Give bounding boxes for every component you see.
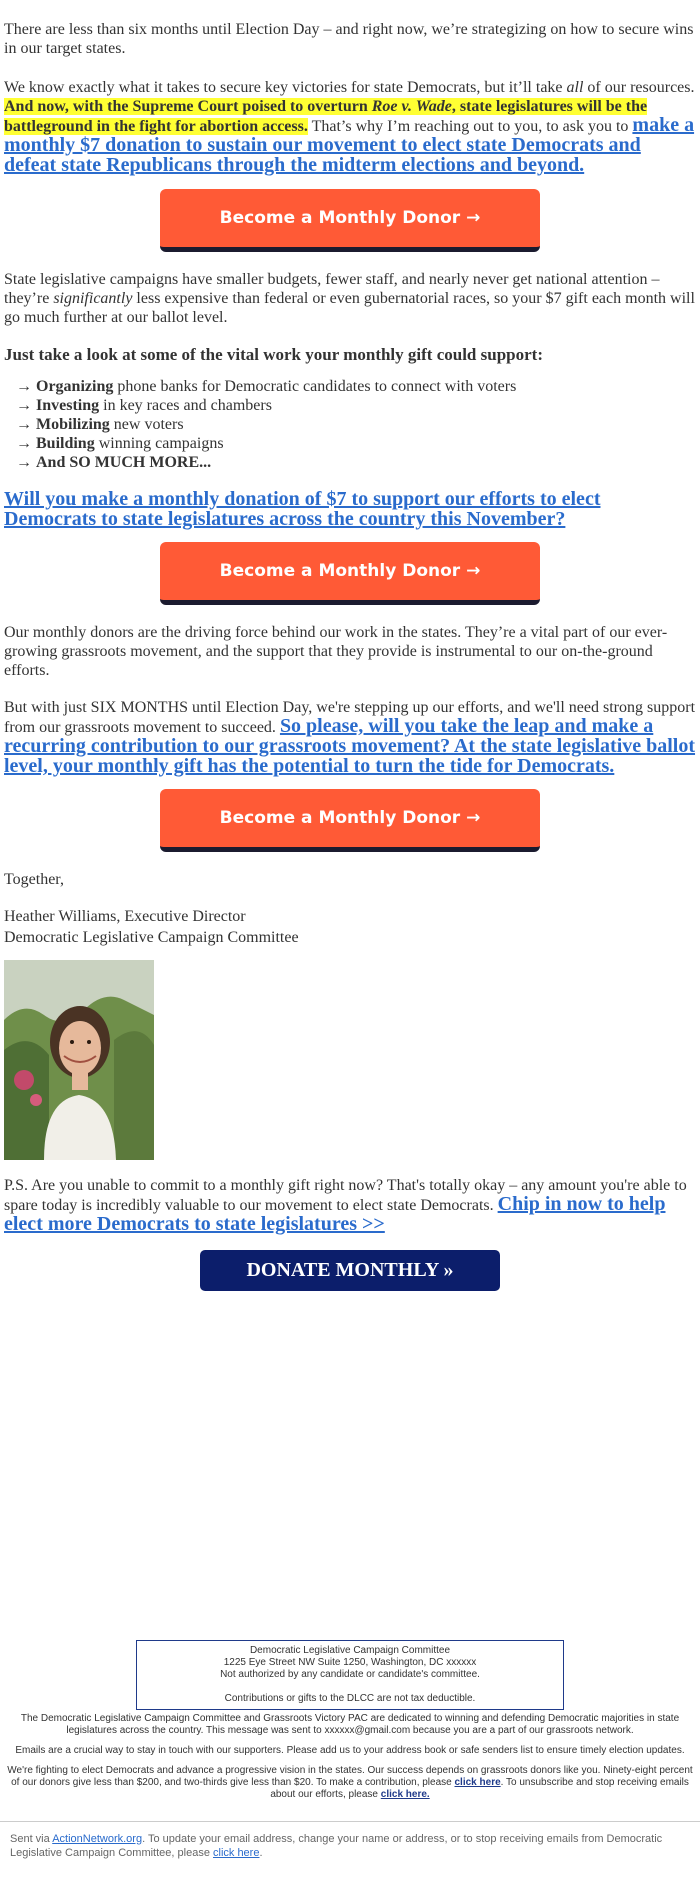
ask-donation-link[interactable]: Will you make a monthly donation of $7 to support our efforts to elect Democrats to state legislatures across the country this November?	[4, 488, 601, 530]
list-item	[16, 453, 696, 472]
monthly-donation-link[interactable]: make a monthly $7 donation to sustain our movement to elect state Democrats and defeat state Republicans through the midterm elections and beyond.	[4, 114, 695, 176]
contribute-click-here-link[interactable]: click here	[454, 1777, 501, 1788]
arrow: →	[16, 378, 36, 395]
footer-address: 1225 Eye Street NW Suite 1250, Washington, DC xxxxxx	[223, 1657, 477, 1668]
text-span: , state legislatures will be the battleground in the fight for abortion access.	[4, 98, 648, 135]
update-click-here-link[interactable]: click here	[213, 1847, 260, 1859]
list-item	[16, 415, 696, 434]
text-span: And now, with the Supreme Court poised to overturn	[4, 98, 372, 115]
footer-fighting-note	[6, 1765, 694, 1801]
text-span: less expensive than federal or even gubernatorial races, so your $7 gift each month will go much further at our ballot level.	[4, 290, 695, 326]
arrow: →	[16, 454, 36, 471]
text-span: .	[259, 1847, 263, 1859]
become-monthly-donor-button-3[interactable]: Become a Monthly Donor →	[160, 789, 540, 852]
intro-paragraph: There are less than six months until Election Day – and right now, we’re strategizing on how to secure wins in our target states.	[4, 21, 694, 57]
arrow: →	[16, 435, 36, 452]
list-item	[16, 396, 696, 415]
list-item-bold: And SO MUCH MORE...	[36, 454, 212, 471]
emphasis-significantly: significantly	[53, 290, 133, 307]
list-item-text: winning campaigns	[94, 435, 224, 452]
footer-dedication: The Democratic Legislative Campaign Committee and Grassroots Victory PAC are dedicated to winning and defending Democratic majorities in state legislatures across the country. This message was sent to xxxxxx@gmail.com because you are a part of our grassroots network.	[20, 1713, 680, 1736]
emphasis-roe: Roe v. Wade	[371, 98, 452, 115]
donate-monthly-button[interactable]: DONATE MONTHLY »	[200, 1250, 500, 1291]
text-span: . To unsubscribe and stop receiving emails about our efforts, please	[270, 1777, 689, 1800]
footer-authorization: Not authorized by any candidate or candidate's committee.	[220, 1669, 480, 1680]
button-row	[4, 789, 696, 852]
arrow: →	[16, 416, 36, 433]
list-item-text: phone banks for Democratic candidates to connect with voters	[113, 378, 517, 395]
signer-name: Heather Williams, Executive Director	[4, 908, 246, 925]
text-span: P.S. Are you unable to commit to a monthly gift right now? That's totally okay – any amount you're able to spare today is incredibly valuable to our movement to elect state Democrats.	[4, 1177, 687, 1214]
emphasis-all: all	[566, 79, 584, 96]
campaigns-paragraph	[4, 270, 696, 327]
footer-org-name: Democratic Legislative Campaign Committee	[249, 1645, 451, 1656]
footer-tax-note: Contributions or gifts to the DLCC are not tax deductible.	[224, 1693, 476, 1704]
ask-paragraph	[4, 490, 696, 530]
photo-wrap	[4, 960, 696, 1160]
recurring-contribution-link[interactable]: So please, will you take the leap and make a recurring contribution to our grassroots movement? At the state legislative ballot level, your monthly gift has the potential to turn the tide for Democrats.	[4, 715, 696, 777]
actionnetwork-link[interactable]: ActionNetwork.org	[52, 1833, 143, 1845]
text-span: Sent via	[10, 1833, 53, 1845]
email-body	[0, 20, 700, 1291]
six-months-paragraph	[4, 698, 696, 777]
signer-org: Democratic Legislative Campaign Committee	[4, 929, 299, 946]
text-span: . To update your email address, change your name or address, or to stop receiving emails from Democratic Legislative Campaign Committee, please	[10, 1833, 663, 1859]
unsubscribe-click-here-link[interactable]: click here.	[380, 1789, 430, 1800]
button-row	[4, 542, 696, 605]
list-item-text: in key races and chambers	[99, 397, 272, 414]
support-list	[16, 377, 696, 472]
text-span: That’s why I’m reaching out to you, to ask you to	[307, 118, 633, 135]
list-item-bold: Organizing	[36, 378, 114, 395]
ps-paragraph	[4, 1176, 696, 1235]
footer-address-box	[136, 1640, 564, 1710]
button-row	[4, 1250, 696, 1291]
list-item	[16, 434, 696, 453]
become-monthly-donor-button-1[interactable]: Become a Monthly Donor →	[160, 189, 540, 252]
list-item-bold: Mobilizing	[36, 416, 110, 433]
signer-photo	[4, 960, 154, 1160]
footer	[0, 1640, 700, 1801]
footer-emails-note: Emails are a crucial way to stay in touch with our supporters. Please add us to your address book or safe senders list to ensure timely election updates.	[15, 1745, 685, 1756]
sent-via-section	[0, 1821, 700, 1860]
text-span: We're fighting to elect Democrats and advance a progressive vision in the states. Our success depends on grassroots donors like you. Ninety-eight percent of our donors give less than $200, and two-thirds give less than $20. To make a contribution, please	[7, 1765, 693, 1788]
text-span: But with just SIX MONTHS until Election Day, we're stepping up our efforts, and we'll need strong support from our grassroots movement to succeed.	[4, 699, 696, 736]
text-span: State legislative campaigns have smaller budgets, fewer staff, and nearly never get national attention – they’re	[4, 271, 660, 307]
list-item-text: new voters	[109, 416, 184, 433]
sent-via-text	[0, 1822, 700, 1860]
list-item-bold: Building	[36, 435, 95, 452]
chip-in-link[interactable]: Chip in now to help elect more Democrats to state legislatures >>	[4, 1193, 666, 1235]
become-monthly-donor-button-2[interactable]: Become a Monthly Donor →	[160, 542, 540, 605]
list-item	[16, 377, 696, 396]
button-row	[4, 189, 696, 252]
vital-work-heading: Just take a look at some of the vital work your monthly gift could support:	[4, 345, 543, 364]
text-span: of our resources.	[583, 79, 695, 96]
text-span: We know exactly what it takes to secure key victories for state Democrats, but it’ll take	[4, 79, 567, 96]
resources-paragraph	[4, 78, 696, 176]
arrow: →	[16, 397, 36, 414]
signoff: Together,	[4, 871, 64, 888]
list-item-bold: Investing	[36, 397, 100, 414]
monthly-donors-paragraph: Our monthly donors are the driving force behind our work in the states. They’re a vital part of our ever-growing grassroots movement, and the support that they provide is instrumental to our on-the-ground efforts.	[4, 624, 668, 679]
